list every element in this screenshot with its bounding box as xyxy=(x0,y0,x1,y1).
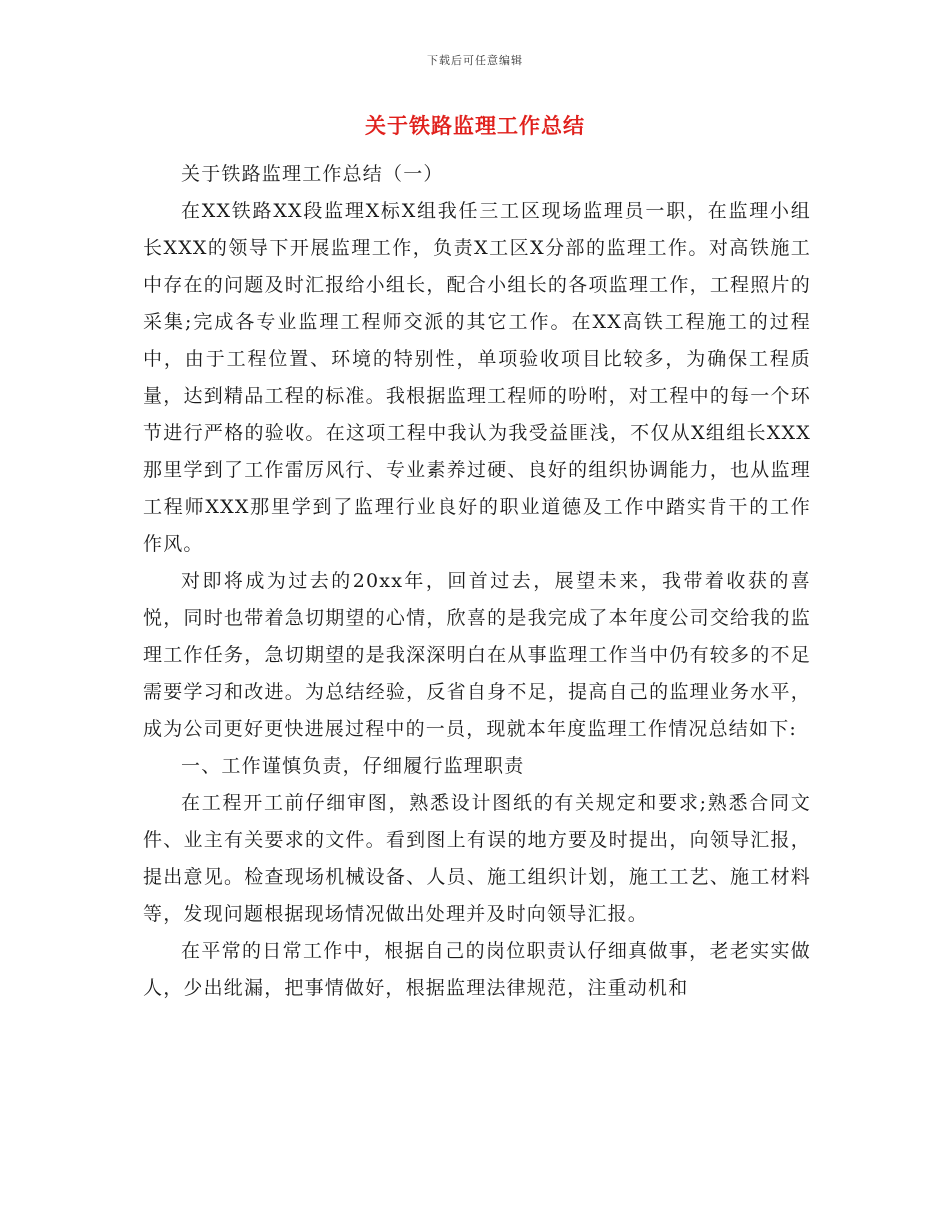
document-title: 关于铁路监理工作总结 xyxy=(365,114,585,138)
section-heading: 一、工作谨慎负责，仔细履行监理职责 xyxy=(181,755,525,777)
document-body xyxy=(143,156,811,1007)
paragraph-subtitle: 关于铁路监理工作总结（一） xyxy=(181,163,444,185)
paragraph: 在平常的日常工作中，根据自己的岗位职责认仔细真做事，老老实实做人，少出纰漏，把事情做好，根据监理法律规范，注重动机和 xyxy=(143,940,811,999)
header-note: 下载后可任意编辑 xyxy=(427,54,523,67)
paragraph: 在XX铁路XX段监理X标X组我任三工区现场监理员一职，在监理小组长XXX的领导下开展监理工作，负责X工区X分部的监理工作。对高铁施工中存在的问题及时汇报给小组长，配合小组长的各项监理工作，工程照片的采集;完成各专业监理工程师交派的其它工作。在XX高铁工程施工的过程中，由于工程位置、环境的特别性，单项验收项目比较多，为确保工程质量，达到精品工程的标准。我根据监理工程师的吩咐，对工程中的每一个环节进行严格的验收。在这项工程中我认为我受益匪浅，不仅从X组组长XXX那里学到了工作雷厉风行、专业素养过硬、良好的组织协调能力，也从监理工程师XXX那里学到了监理行业良好的职业道德及工作中踏实肯干的工作作风。 xyxy=(143,200,811,555)
paragraph: 对即将成为过去的20xx年，回首过去，展望未来，我带着收获的喜悦，同时也带着急切期望的心情，欣喜的是我完成了本年度公司交给我的监理工作任务，急切期望的是我深深明白在从事监理工作当中仍有较多的不足需要学习和改进。为总结经验，反省自身不足，提高自己的监理业务水平，成为公司更好更快进展过程中的一员，现就本年度监理工作情况总结如下: xyxy=(143,570,811,740)
paragraph: 在工程开工前仔细审图，熟悉设计图纸的有关规定和要求;熟悉合同文件、业主有关要求的文件。看到图上有误的地方要及时提出，向领导汇报，提出意见。检查现场机械设备、人员、施工组织计划，施工工艺、施工材料等，发现问题根据现场情况做出处理并及时向领导汇报。 xyxy=(143,792,811,925)
